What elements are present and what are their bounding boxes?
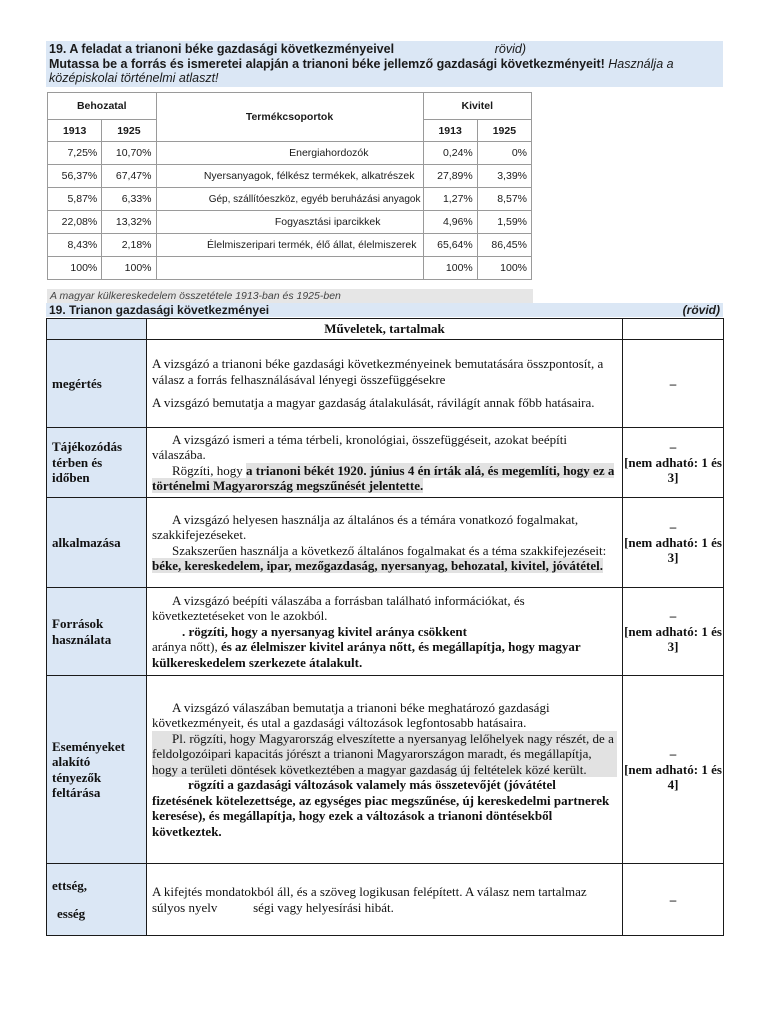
table-cell: Élelmiszeripari termék, élő állat, élelmiszerek [156, 234, 423, 257]
table-cell: 100% [48, 257, 102, 280]
criterion-emphasis: a trianoni békét 1920. június 4 én írták alá, és megemlíti, hogy ez a történelmi Magyarország megszűnését jelentette. [152, 462, 615, 493]
criterion-label: Eseményeket alakító tényezők feltárása [47, 676, 147, 864]
table-cell: 56,37% [48, 165, 102, 188]
year-header: 1913 [423, 120, 477, 142]
score-cell: – [623, 864, 724, 936]
task-header [46, 41, 723, 87]
table-row [48, 257, 532, 280]
criterion-text: A vizsgázó ismeri a téma térbeli, kronológiai, összefüggéseit, azokat beépíti válaszába. [152, 431, 567, 462]
year-header: 1925 [477, 120, 531, 142]
score-note: [nem adható: 1 és 3] [624, 534, 722, 566]
table-cell: Energiahordozók [156, 142, 423, 165]
task-title: 19. A feladat a trianoni béke gazdasági következményeivel [49, 42, 395, 56]
task-instruction-note: Használja a középiskolai történelmi atlaszt! [49, 56, 674, 85]
table-cell: 2,18% [102, 234, 156, 257]
criterion-emphasis: rögzíti a gazdasági változások valamely más összetevőjét (jóvátétel fizetésének kötelezettsége, az egységes piac megszűnése, új kereskedelmi partnerek keresése), és megállapítja, hogy ezek a változások a trianoni döntésekből következtek. [152, 777, 610, 839]
table-caption: A magyar külkereskedelem összetétele 1913-ban és 1925-ben [47, 289, 533, 303]
table-cell: 1,27% [423, 188, 477, 211]
score-note: [nem adható: 1 és 3] [624, 623, 722, 655]
criterion-emphasis: és az élelmiszer kivitel aránya nőtt, és megállapítja, hogy magyar külkereskedelem szerkezete átalakult. [152, 639, 581, 670]
table-row [48, 142, 532, 165]
year-header: 1925 [102, 120, 156, 142]
product-group-header: Termékcsoportok [156, 93, 423, 142]
table-cell: 7,25% [48, 142, 102, 165]
table-cell: 67,47% [102, 165, 156, 188]
year-header: 1913 [48, 120, 102, 142]
table-cell: 8,57% [477, 188, 531, 211]
kivitel-header: Kivitel [423, 93, 532, 120]
criterion-text: A kifejtés mondatokból áll, és a szöveg logikusan felépített. A válasz nem tartalmaz súlyos nyelv ségi vagy helyesírási hibát. [147, 864, 623, 936]
criterion-text: A vizsgázó beépíti válaszába a forrásban található információkat, és következtetéseket von le azokból. [152, 592, 525, 624]
criterion-text: A vizsgázó a trianoni béke gazdasági következményeinek bemutatására összpontosít, a válasz a forrás felhasználásával lényegi összefüggésekre [152, 356, 604, 387]
criterion-label: esség [57, 905, 86, 921]
score-cell: – [623, 340, 724, 428]
criterion-label: megértés [47, 340, 147, 428]
grading-header [46, 303, 723, 317]
table-cell: Fogyasztási iparcikkek [156, 211, 423, 234]
criterion-emphasis: béke, kereskedelem, ipar, mezőgazdaság, nyersanyag, behozatal, kivitel, jóvátétel. [152, 558, 603, 573]
table-cell: 1,59% [477, 211, 531, 234]
table-row [48, 234, 532, 257]
criterion-label: Tájékozódás térben és időben [47, 428, 147, 498]
criterion-text: Szakszerűen használja a következő általános fogalmakat és a téma szakkifejezéseit: [172, 542, 607, 558]
criterion-text: A vizsgázó helyesen használja az általános és a témára vonatkozó fogalmakat, szakkifejezéseket. [152, 511, 579, 542]
table-row [48, 188, 532, 211]
table-row [48, 165, 532, 188]
grading-title: 19. Trianon gazdasági következményei [49, 303, 270, 317]
score-dash: – [669, 608, 677, 624]
criterion-emphasis: . rögzíti, hogy a nyersanyag kivitel aránya csökkent [182, 623, 467, 639]
grading-type: (rövid) [682, 303, 720, 317]
grading-table [46, 318, 724, 936]
grading-row [47, 498, 724, 588]
table-cell: 0,24% [423, 142, 477, 165]
table-cell: 10,70% [102, 142, 156, 165]
table-cell: 0% [477, 142, 531, 165]
table-cell: 22,08% [48, 211, 102, 234]
score-note: [nem adható: 1 és 4] [624, 761, 722, 793]
criterion-text: aránya nőtt), [152, 639, 221, 655]
table-row [48, 211, 532, 234]
table-cell: 13,32% [102, 211, 156, 234]
column-header: Műveletek, tartalmak [147, 319, 623, 340]
table-cell: 65,64% [423, 234, 477, 257]
grading-row [47, 340, 724, 428]
table-cell: 3,39% [477, 165, 531, 188]
grading-row [47, 864, 724, 936]
score-dash: – [669, 519, 677, 535]
table-cell: 86,45% [477, 234, 531, 257]
grading-row [47, 588, 724, 676]
criterion-text: Rögzíti, hogy [172, 462, 247, 478]
criterion-label: ettség, [52, 878, 88, 893]
score-dash: – [669, 746, 677, 762]
behozatal-header: Behozatal [48, 93, 157, 120]
criterion-label: Források használata [47, 588, 147, 676]
criterion-text: Pl. rögzíti, hogy Magyarország elveszítette a nyersanyag lelőhelyek nagy részét, de a feldolgozóipari kapacitás jórészt a trianoni Magyarországon maradt, és megállapítja, hogy a területi döntések következtében a magyar gazdaság új feltételek közé került. [152, 731, 617, 778]
grading-row [47, 676, 724, 864]
criterion-label: alkalmazása [47, 498, 147, 588]
source-table [47, 92, 532, 280]
table-cell: 5,87% [48, 188, 102, 211]
table-cell: 27,89% [423, 165, 477, 188]
table-cell: 100% [423, 257, 477, 280]
table-cell: 4,96% [423, 211, 477, 234]
table-cell: Nyersanyagok, félkész termékek, alkatrészek [156, 165, 423, 188]
table-cell: 100% [477, 257, 531, 280]
criterion-text: A vizsgázó bemutatja a magyar gazdaság átalakulását, rávilágít annak főbb hatásaira. [152, 395, 595, 411]
score-note: [nem adható: 1 és 3] [624, 454, 722, 486]
table-cell: 100% [102, 257, 156, 280]
table-cell: Gép, szállítóeszköz, egyéb beruházási anyagok [156, 188, 423, 211]
grading-row [47, 428, 724, 498]
criterion-text: A vizsgázó válaszában bemutatja a trianoni béke meghatározó gazdasági következményeit, és utal a gazdasági változások legfontosabb hatásaira. [152, 699, 550, 731]
task-instruction: Mutassa be a forrás és ismeretei alapján a trianoni béke jellemző gazdasági következményeit! [49, 56, 605, 71]
table-cell: 6,33% [102, 188, 156, 211]
table-cell [156, 257, 423, 280]
table-cell: 8,43% [48, 234, 102, 257]
score-dash: – [669, 439, 677, 455]
task-type: rövid) [494, 42, 526, 56]
